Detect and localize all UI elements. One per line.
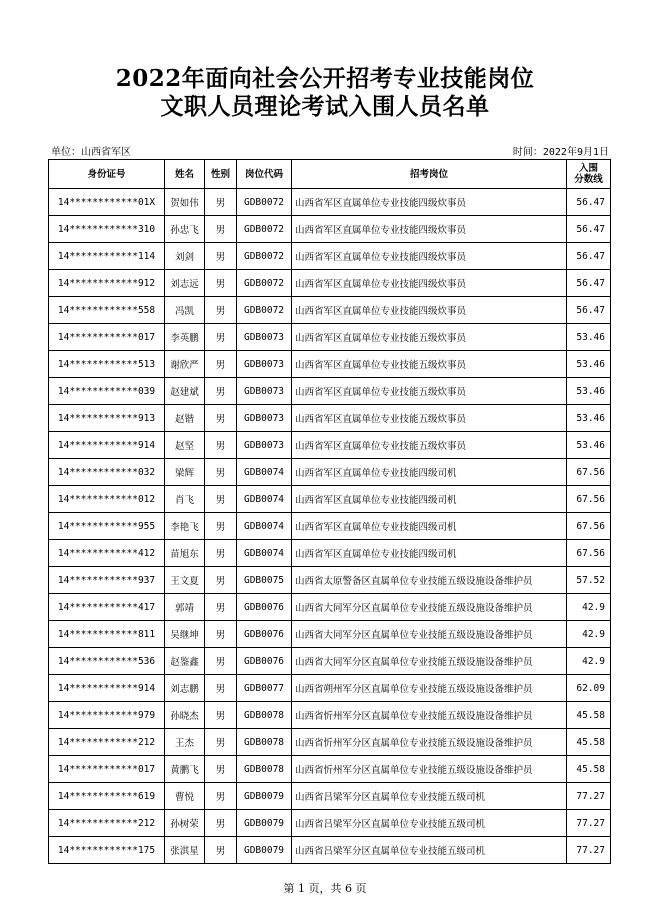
score-cell: 67.56: [567, 459, 611, 486]
position-code-cell: GDB0072: [237, 189, 292, 216]
score-cell: 57.52: [567, 567, 611, 594]
position-code-cell: GDB0073: [237, 405, 292, 432]
id-cell: 14************937: [49, 567, 165, 594]
table-row: [49, 513, 611, 540]
name-cell: 孙树荣: [165, 810, 205, 837]
position-code-cell: GDB0075: [237, 567, 292, 594]
score-cell: 56.47: [567, 243, 611, 270]
id-cell: 14************811: [49, 621, 165, 648]
position-cell: 山西省军区直属单位专业技能四级炊事员: [292, 216, 567, 243]
table-row: [49, 216, 611, 243]
score-cell: 62.09: [567, 675, 611, 702]
table-row: [49, 702, 611, 729]
name-cell: 王杰: [165, 729, 205, 756]
id-cell: 14************417: [49, 594, 165, 621]
name-cell: 赵建斌: [165, 378, 205, 405]
id-cell: 14************914: [49, 675, 165, 702]
name-cell: 张淇星: [165, 837, 205, 864]
position-cell: 山西省军区直属单位专业技能四级司机: [292, 540, 567, 567]
position-cell: 山西省朔州军分区直属单位专业技能五级设施设备维护员: [292, 675, 567, 702]
position-cell: 山西省军区直属单位专业技能五级炊事员: [292, 405, 567, 432]
position-code-cell: GDB0073: [237, 432, 292, 459]
id-cell: 14************913: [49, 405, 165, 432]
gender-cell: 男: [205, 675, 237, 702]
score-cell: 45.58: [567, 756, 611, 783]
position-cell: 山西省吕梁军分区直属单位专业技能五级司机: [292, 783, 567, 810]
position-code-cell: GDB0074: [237, 486, 292, 513]
header-score-line2: 分数线: [574, 174, 603, 185]
gender-cell: 男: [205, 486, 237, 513]
position-cell: 山西省忻州军分区直属单位专业技能五级设施设备维护员: [292, 729, 567, 756]
position-code-cell: GDB0077: [237, 675, 292, 702]
position-code-cell: GDB0079: [237, 837, 292, 864]
id-cell: 14************212: [49, 729, 165, 756]
gender-cell: 男: [205, 729, 237, 756]
name-cell: 王文夏: [165, 567, 205, 594]
position-cell: 山西省军区直属单位专业技能四级司机: [292, 513, 567, 540]
table-row: [49, 324, 611, 351]
score-cell: 53.46: [567, 405, 611, 432]
table-row: [49, 270, 611, 297]
id-cell: 14************914: [49, 432, 165, 459]
position-code-cell: GDB0078: [237, 729, 292, 756]
position-cell: 山西省吕梁军分区直属单位专业技能五级司机: [292, 837, 567, 864]
id-cell: 14************017: [49, 324, 165, 351]
score-cell: 56.47: [567, 189, 611, 216]
id-cell: 14************01X: [49, 189, 165, 216]
table-row: [49, 459, 611, 486]
table-row: [49, 837, 611, 864]
table-row: [49, 621, 611, 648]
table-row: [49, 567, 611, 594]
table-row: [49, 486, 611, 513]
unit-label: 单位：山西省军区: [51, 147, 131, 158]
gender-cell: 男: [205, 594, 237, 621]
table-row: [49, 648, 611, 675]
position-code-cell: GDB0078: [237, 702, 292, 729]
id-cell: 14************513: [49, 351, 165, 378]
position-code-cell: GDB0073: [237, 324, 292, 351]
name-cell: 贺如伟: [165, 189, 205, 216]
id-cell: 14************619: [49, 783, 165, 810]
name-cell: 梁辉: [165, 459, 205, 486]
table-body: [49, 189, 611, 864]
position-cell: 山西省忻州军分区直属单位专业技能五级设施设备维护员: [292, 702, 567, 729]
position-cell: 山西省军区直属单位专业技能五级炊事员: [292, 378, 567, 405]
position-code-cell: GDB0074: [237, 459, 292, 486]
name-cell: 李艳飞: [165, 513, 205, 540]
name-cell: 刘志鹏: [165, 675, 205, 702]
name-cell: 谢欣严: [165, 351, 205, 378]
id-cell: 14************955: [49, 513, 165, 540]
gender-cell: 男: [205, 243, 237, 270]
gender-cell: 男: [205, 405, 237, 432]
gender-cell: 男: [205, 756, 237, 783]
position-cell: 山西省大同军分区直属单位专业技能五级设施设备维护员: [292, 648, 567, 675]
id-cell: 14************039: [49, 378, 165, 405]
gender-cell: 男: [205, 351, 237, 378]
score-cell: 67.56: [567, 540, 611, 567]
name-cell: 吴继坤: [165, 621, 205, 648]
position-cell: 山西省忻州军分区直属单位专业技能五级设施设备维护员: [292, 756, 567, 783]
gender-cell: 男: [205, 621, 237, 648]
header-gender: 性别: [205, 160, 237, 189]
name-cell: 刘志远: [165, 270, 205, 297]
position-cell: 山西省大同军分区直属单位专业技能五级设施设备维护员: [292, 594, 567, 621]
table-row: [49, 297, 611, 324]
id-cell: 14************912: [49, 270, 165, 297]
score-cell: 45.58: [567, 702, 611, 729]
date-label: 时间：2022年9月1日: [512, 147, 609, 158]
position-code-cell: GDB0076: [237, 621, 292, 648]
id-cell: 14************558: [49, 297, 165, 324]
score-cell: 67.56: [567, 486, 611, 513]
position-cell: 山西省军区直属单位专业技能四级炊事员: [292, 243, 567, 270]
position-code-cell: GDB0076: [237, 648, 292, 675]
gender-cell: 男: [205, 432, 237, 459]
position-cell: 山西省军区直属单位专业技能四级炊事员: [292, 297, 567, 324]
score-cell: 56.47: [567, 270, 611, 297]
position-cell: 山西省军区直属单位专业技能五级炊事员: [292, 432, 567, 459]
candidate-table: [48, 159, 611, 864]
score-cell: 42.9: [567, 621, 611, 648]
id-cell: 14************114: [49, 243, 165, 270]
position-cell: 山西省军区直属单位专业技能四级炊事员: [292, 189, 567, 216]
table-row: [49, 432, 611, 459]
score-cell: 53.46: [567, 324, 611, 351]
table-row: [49, 783, 611, 810]
score-cell: 77.27: [567, 783, 611, 810]
document-title-line2: 文职人员理论考试入围人员名单: [160, 93, 490, 120]
score-cell: 42.9: [567, 594, 611, 621]
gender-cell: 男: [205, 324, 237, 351]
name-cell: 赵坚: [165, 432, 205, 459]
id-cell: 14************212: [49, 810, 165, 837]
name-cell: 黄鹏飞: [165, 756, 205, 783]
table-row: [49, 351, 611, 378]
table-row: [49, 405, 611, 432]
position-cell: 山西省吕梁军分区直属单位专业技能五级司机: [292, 810, 567, 837]
id-cell: 14************175: [49, 837, 165, 864]
header-score-line1: 入围: [578, 163, 598, 174]
position-code-cell: GDB0079: [237, 810, 292, 837]
header-id: 身份证号: [49, 160, 165, 189]
gender-cell: 男: [205, 459, 237, 486]
name-cell: 李英鹏: [165, 324, 205, 351]
position-cell: 山西省大同军分区直属单位专业技能五级设施设备维护员: [292, 621, 567, 648]
name-cell: 肖飞: [165, 486, 205, 513]
position-code-cell: GDB0073: [237, 378, 292, 405]
score-cell: 67.56: [567, 513, 611, 540]
table-row: [49, 594, 611, 621]
table-row: [49, 378, 611, 405]
table-header-row: [49, 160, 611, 189]
gender-cell: 男: [205, 270, 237, 297]
gender-cell: 男: [205, 837, 237, 864]
position-code-cell: GDB0072: [237, 243, 292, 270]
score-cell: 56.47: [567, 216, 611, 243]
table-row: [49, 189, 611, 216]
position-code-cell: GDB0074: [237, 540, 292, 567]
table-row: [49, 756, 611, 783]
score-cell: 53.46: [567, 432, 611, 459]
name-cell: 苗旭东: [165, 540, 205, 567]
gender-cell: 男: [205, 297, 237, 324]
gender-cell: 男: [205, 216, 237, 243]
gender-cell: 男: [205, 810, 237, 837]
id-cell: 14************017: [49, 756, 165, 783]
position-code-cell: GDB0078: [237, 756, 292, 783]
id-cell: 14************536: [49, 648, 165, 675]
name-cell: 刘剑: [165, 243, 205, 270]
score-cell: 56.47: [567, 297, 611, 324]
table-row: [49, 540, 611, 567]
score-cell: 77.27: [567, 837, 611, 864]
header-score: [567, 160, 611, 189]
page-footer: 第 1 页，共 6 页: [283, 882, 367, 895]
score-cell: 53.46: [567, 378, 611, 405]
score-cell: 42.9: [567, 648, 611, 675]
name-cell: 赵锴: [165, 405, 205, 432]
name-cell: 孙晓杰: [165, 702, 205, 729]
gender-cell: 男: [205, 540, 237, 567]
score-cell: 53.46: [567, 351, 611, 378]
table-row: [49, 243, 611, 270]
header-name: 姓名: [165, 160, 205, 189]
header-position-code: 岗位代码: [237, 160, 292, 189]
gender-cell: 男: [205, 378, 237, 405]
id-cell: 14************310: [49, 216, 165, 243]
score-cell: 77.27: [567, 810, 611, 837]
position-code-cell: GDB0079: [237, 783, 292, 810]
position-code-cell: GDB0072: [237, 216, 292, 243]
position-code-cell: GDB0072: [237, 297, 292, 324]
id-cell: 14************032: [49, 459, 165, 486]
gender-cell: 男: [205, 189, 237, 216]
id-cell: 14************412: [49, 540, 165, 567]
table-row: [49, 729, 611, 756]
position-cell: 山西省军区直属单位专业技能四级司机: [292, 486, 567, 513]
name-cell: 郭靖: [165, 594, 205, 621]
position-code-cell: GDB0073: [237, 351, 292, 378]
position-cell: 山西省军区直属单位专业技能五级炊事员: [292, 351, 567, 378]
position-cell: 山西省太原警备区直属单位专业技能五级设施设备维护员: [292, 567, 567, 594]
position-code-cell: GDB0074: [237, 513, 292, 540]
score-cell: 45.58: [567, 729, 611, 756]
name-cell: 冯凯: [165, 297, 205, 324]
header-position: 招考岗位: [292, 160, 567, 189]
position-code-cell: GDB0076: [237, 594, 292, 621]
gender-cell: 男: [205, 513, 237, 540]
position-cell: 山西省军区直属单位专业技能四级炊事员: [292, 270, 567, 297]
id-cell: 14************979: [49, 702, 165, 729]
table-row: [49, 675, 611, 702]
position-code-cell: GDB0072: [237, 270, 292, 297]
name-cell: 孙忠飞: [165, 216, 205, 243]
gender-cell: 男: [205, 648, 237, 675]
id-cell: 14************012: [49, 486, 165, 513]
gender-cell: 男: [205, 567, 237, 594]
document-title-line1: 2022年面向社会公开招考专业技能岗位: [115, 65, 535, 92]
gender-cell: 男: [205, 702, 237, 729]
position-cell: 山西省军区直属单位专业技能四级司机: [292, 459, 567, 486]
table-row: [49, 810, 611, 837]
gender-cell: 男: [205, 783, 237, 810]
position-cell: 山西省军区直属单位专业技能五级炊事员: [292, 324, 567, 351]
name-cell: 赵鉴鑫: [165, 648, 205, 675]
name-cell: 曹悦: [165, 783, 205, 810]
